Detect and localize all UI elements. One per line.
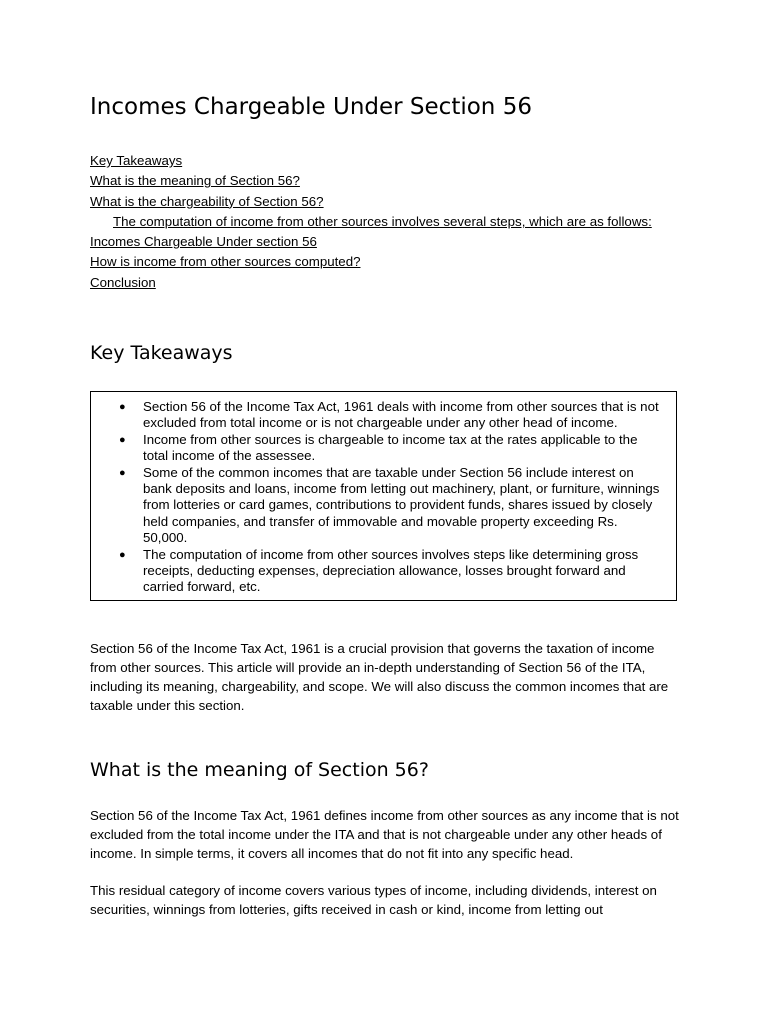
list-item [119, 431, 664, 465]
bullet-icon: ● [119, 401, 126, 413]
toc-item [90, 252, 652, 272]
toc-item [90, 171, 652, 191]
list-item-text: The computation of income from other sources involves steps like determining gross receipts, deducting expenses, depreciation allowance, losses brought forward and carried forward, etc. [143, 546, 639, 595]
toc-item [90, 212, 652, 232]
list-item [119, 464, 664, 547]
toc-link-chargeability[interactable]: What is the chargeability of Section 56? [90, 193, 324, 209]
list-item [119, 546, 664, 596]
toc-link-computation-steps[interactable]: The computation of income from other sources involves several steps, which are as follows: [113, 213, 652, 229]
toc-link-incomes-chargeable[interactable]: Incomes Chargeable Under section 56 [90, 234, 317, 250]
list-item-text: Some of the common incomes that are taxable under Section 56 include interest on bank deposits and loans, income from letting out machinery, plant, or furniture, winnings from lotteries or card games, contributions to provident funds, shares issued by closely held companies, and transfer of immovable and movable property exceeding Rs. 50,000. [143, 464, 660, 546]
toc-item [90, 151, 652, 171]
list-item [119, 399, 664, 432]
key-takeaways-box [90, 391, 677, 601]
bullet-icon: ● [119, 433, 126, 446]
key-takeaways-list [91, 392, 676, 596]
key-takeaways-heading: Key Takeaways [90, 342, 233, 364]
intro-paragraph: Section 56 of the Income Tax Act, 1961 is a crucial provision that governs the taxation of income from other sources. This article will provide an in-depth understanding of Section 56 of the ITA, including its meaning, chargeability, and scope. We will also discuss the common incomes that are taxable under this section. [90, 641, 669, 713]
toc-link-key-takeaways[interactable]: Key Takeaways [90, 153, 183, 168]
bullet-icon: ● [119, 466, 126, 479]
toc-link-computation[interactable]: How is income from other sources computed? [90, 254, 361, 270]
meaning-paragraph-2: This residual category of income covers various types of income, including dividends, interest on securities, winnings from lotteries, gifts received in cash or kind, income from letting out [90, 883, 657, 917]
toc-item [90, 232, 652, 252]
list-item-text: Section 56 of the Income Tax Act, 1961 deals with income from other sources that is not excluded from total income or is not chargeable under any other head of income. [143, 399, 659, 431]
meaning-paragraph-1: Section 56 of the Income Tax Act, 1961 defines income from other sources as any income that is not excluded from the total income under the ITA and that is not chargeable under any other heads of income. In simple terms, it covers all incomes that do not fit into any specific head. [90, 808, 679, 861]
document-title: Incomes Chargeable Under Section 56 [90, 94, 532, 120]
table-of-contents [90, 151, 652, 293]
toc-item [90, 192, 652, 212]
list-item-text: Income from other sources is chargeable to income tax at the rates applicable to the total income of the assessee. [143, 431, 638, 464]
bullet-icon: ● [119, 548, 126, 561]
meaning-heading: What is the meaning of Section 56? [90, 759, 429, 781]
toc-link-meaning[interactable]: What is the meaning of Section 56? [90, 173, 300, 189]
toc-link-conclusion[interactable]: Conclusion [90, 274, 156, 290]
toc-item [90, 273, 652, 293]
